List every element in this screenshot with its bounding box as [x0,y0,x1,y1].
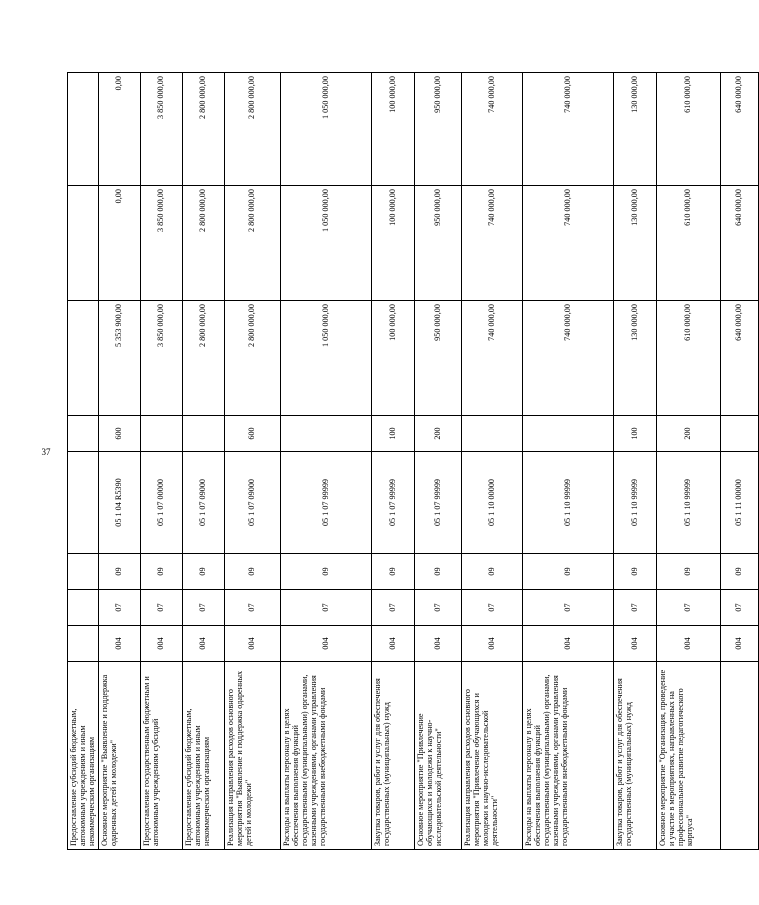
cell-amount-year-1: 2 800 000,00 [224,301,280,416]
cell-section: 07 [414,590,461,626]
table-row [613,73,656,850]
table-row [720,73,758,850]
cell-expense-kind [720,416,758,452]
cell-section: 07 [656,590,720,626]
cell-expense-kind: 200 [414,416,461,452]
cell-name: Предоставление субсидий бюджетным, автономным учреждениям и иным некоммерческим организациям [68,662,99,850]
cell-amount-year-1: 610 000,00 [656,301,720,416]
cell-subsection: 09 [140,554,182,590]
cell-name: Основное мероприятие "Привлечение обучающихся и молодежи к научно-исследовательской деятельности" [414,662,461,850]
cell-amount-year-2: 2 800 000,00 [182,186,224,301]
cell-amount-year-3: 2 800 000,00 [224,73,280,186]
cell-amount-year-2: 1 050 000,00 [280,186,371,301]
cell-amount-year-3: 100 000,00 [371,73,414,186]
cell-target-article: 05 1 10 99999 [613,452,656,554]
cell-target-article: 05 1 07 99999 [280,452,371,554]
cell-amount-year-1: 3 850 000,00 [140,301,182,416]
cell-amount-year-2 [68,186,99,301]
cell-expense-kind: 200 [656,416,720,452]
cell-admin-code: 004 [98,626,140,662]
cell-section [68,590,99,626]
cell-expense-kind: 100 [613,416,656,452]
cell-expense-kind: 100 [371,416,414,452]
cell-subsection: 09 [656,554,720,590]
cell-section: 07 [613,590,656,626]
cell-name: Закупка товаров, работ и услуг для обеспечения государственных (муниципальных) нужд [371,662,414,850]
cell-amount-year-2: 640 000,00 [720,186,758,301]
cell-amount-year-3: 0,00 [98,73,140,186]
cell-subsection: 09 [522,554,613,590]
cell-amount-year-1: 740 000,00 [522,301,613,416]
table-row [280,73,371,850]
cell-subsection: 09 [224,554,280,590]
table-row [68,73,99,850]
cell-admin-code: 004 [414,626,461,662]
cell-section: 07 [522,590,613,626]
cell-target-article: 05 1 07 09000 [182,452,224,554]
cell-amount-year-1: 5 353 900,00 [98,301,140,416]
cell-admin-code: 004 [613,626,656,662]
cell-amount-year-2: 0,00 [98,186,140,301]
cell-admin-code [68,626,99,662]
cell-expense-kind [140,416,182,452]
cell-amount-year-1: 2 800 000,00 [182,301,224,416]
table-row [461,73,522,850]
cell-admin-code: 004 [280,626,371,662]
page-number: 37 [41,447,51,457]
cell-expense-kind: 600 [98,416,140,452]
table-row [224,73,280,850]
cell-admin-code: 004 [182,626,224,662]
cell-target-article: 05 1 07 00000 [140,452,182,554]
cell-admin-code: 004 [461,626,522,662]
cell-amount-year-2: 2 800 000,00 [224,186,280,301]
cell-amount-year-3: 130 000,00 [613,73,656,186]
cell-amount-year-1: 100 000,00 [371,301,414,416]
table-row [140,73,182,850]
cell-amount-year-2: 100 000,00 [371,186,414,301]
cell-subsection: 09 [98,554,140,590]
cell-admin-code: 004 [224,626,280,662]
cell-target-article: 05 1 10 99999 [522,452,613,554]
cell-section: 07 [140,590,182,626]
cell-section: 07 [98,590,140,626]
cell-section: 07 [182,590,224,626]
rotated-table-container [67,73,744,850]
cell-admin-code: 004 [656,626,720,662]
cell-amount-year-3 [68,73,99,186]
cell-amount-year-1: 1 050 000,00 [280,301,371,416]
cell-amount-year-2: 740 000,00 [461,186,522,301]
cell-name: Закупка товаров, работ и услуг для обеспечения государственных (муниципальных) нужд [613,662,656,850]
cell-amount-year-3: 640 000,00 [720,73,758,186]
cell-name: Реализация направления расходов основного мероприятия "Привлечение обучающихся и молодежи к научно-исследовательской деятельности" [461,662,522,850]
cell-target-article: 05 1 10 99999 [656,452,720,554]
cell-target-article [68,452,99,554]
cell-expense-kind [522,416,613,452]
cell-subsection: 09 [371,554,414,590]
cell-amount-year-1: 130 000,00 [613,301,656,416]
cell-amount-year-1: 740 000,00 [461,301,522,416]
cell-subsection: 09 [414,554,461,590]
cell-name: Основное мероприятие "Организация, проведение и участие в мероприятиях, направленных на профессиональное развитие педагогического корпуса" [656,662,720,850]
cell-amount-year-1: 640 000,00 [720,301,758,416]
cell-amount-year-3: 3 850 000,00 [140,73,182,186]
cell-name [720,662,758,850]
cell-section: 07 [461,590,522,626]
cell-expense-kind [182,416,224,452]
cell-admin-code: 004 [371,626,414,662]
cell-name: Расходы на выплаты персоналу в целях обеспечения выполнения функций государственными (муниципальными) органами, казенными учреждениями, органами управления государственными внебюджетными фондами [280,662,371,850]
cell-amount-year-2: 610 000,00 [656,186,720,301]
cell-amount-year-3: 740 000,00 [522,73,613,186]
cell-amount-year-3: 610 000,00 [656,73,720,186]
cell-name: Реализация направления расходов основного мероприятия "Выявление и поддержка одаренных детей и молодежи" [224,662,280,850]
cell-admin-code: 004 [720,626,758,662]
cell-amount-year-3: 2 800 000,00 [182,73,224,186]
cell-name: Предоставление субсидий бюджетным, автономным учреждениям и иным некоммерческим организациям [182,662,224,850]
cell-name: Расходы на выплаты персоналу в целях обеспечения выполнения функций государственными (муниципальными) органами, казенными учреждениями, органами управления государственными внебюджетными фондами [522,662,613,850]
cell-subsection: 09 [280,554,371,590]
cell-subsection: 09 [182,554,224,590]
cell-amount-year-2: 3 850 000,00 [140,186,182,301]
cell-subsection: 09 [461,554,522,590]
table-row [182,73,224,850]
cell-amount-year-2: 740 000,00 [522,186,613,301]
cell-target-article: 05 1 07 09000 [224,452,280,554]
cell-section: 07 [720,590,758,626]
cell-subsection: 09 [720,554,758,590]
cell-amount-year-2: 130 000,00 [613,186,656,301]
cell-amount-year-2: 950 000,00 [414,186,461,301]
table-row [522,73,613,850]
cell-target-article: 05 1 10 00000 [461,452,522,554]
cell-subsection [68,554,99,590]
cell-target-article: 05 1 11 00000 [720,452,758,554]
cell-admin-code: 004 [522,626,613,662]
cell-target-article: 05 1 07 99999 [371,452,414,554]
cell-section: 07 [280,590,371,626]
cell-amount-year-1: 950 000,00 [414,301,461,416]
table-body [68,73,759,850]
cell-amount-year-3: 740 000,00 [461,73,522,186]
cell-expense-kind [461,416,522,452]
cell-amount-year-3: 950 000,00 [414,73,461,186]
cell-target-article: 05 1 07 99999 [414,452,461,554]
cell-expense-kind [68,416,99,452]
cell-name: Основное мероприятие "Выявление и поддержка одаренных детей и молодежи" [98,662,140,850]
cell-subsection: 09 [613,554,656,590]
cell-target-article: 05 1 04 R5390 [98,452,140,554]
table-row [371,73,414,850]
table-row [656,73,720,850]
cell-admin-code: 004 [140,626,182,662]
table-row [98,73,140,850]
budget-table [67,72,759,850]
cell-amount-year-1 [68,301,99,416]
cell-amount-year-3: 1 050 000,00 [280,73,371,186]
table-row [414,73,461,850]
cell-expense-kind: 600 [224,416,280,452]
cell-name: Предоставление государственным бюджетным и автономным учреждениям субсидий [140,662,182,850]
cell-expense-kind [280,416,371,452]
cell-section: 07 [371,590,414,626]
cell-section: 07 [224,590,280,626]
